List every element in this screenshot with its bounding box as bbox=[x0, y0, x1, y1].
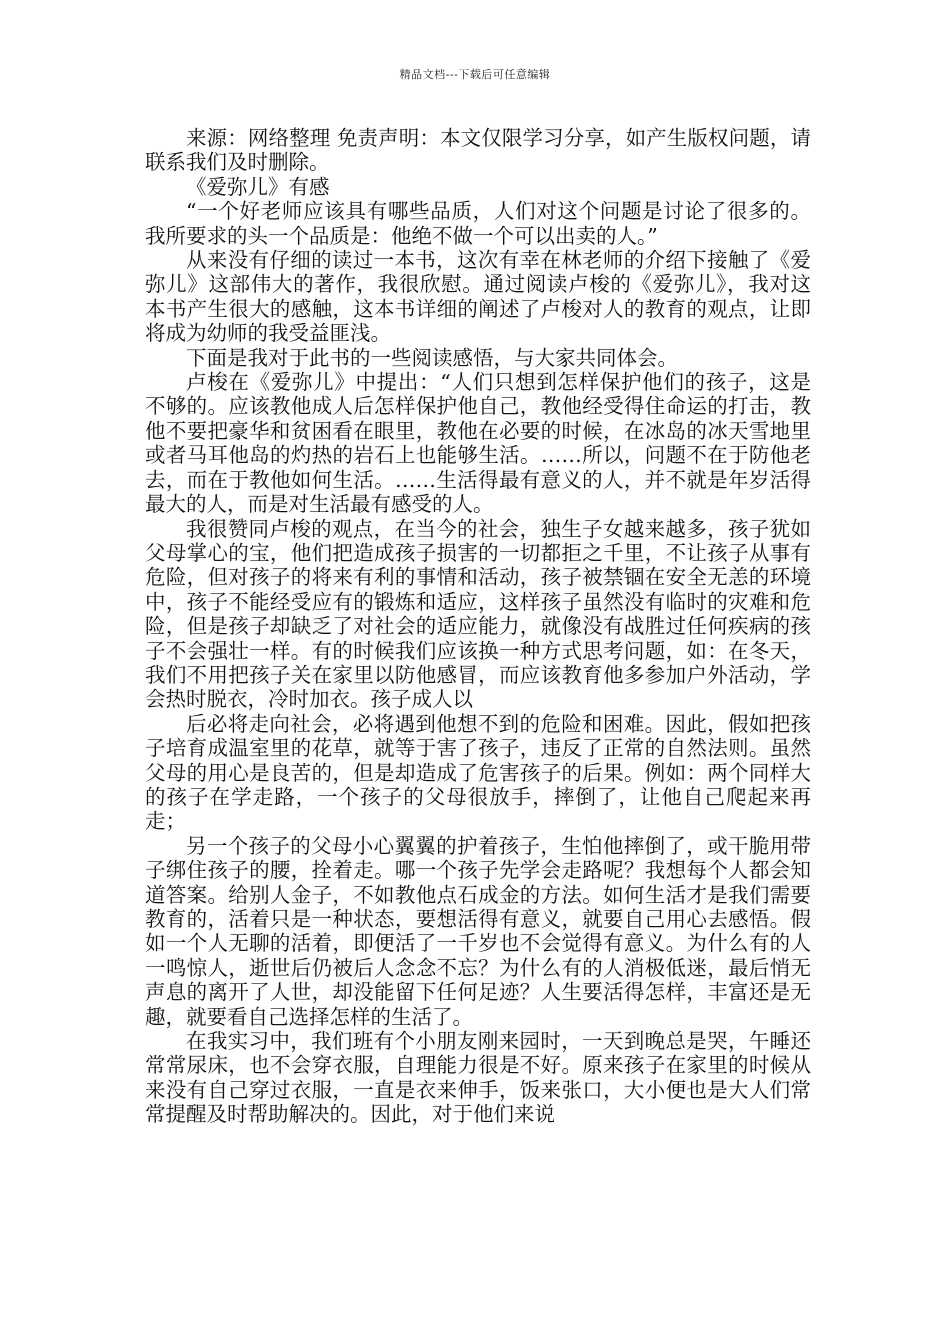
quote-paragraph: “一个好老师应该具有哪些品质，人们对这个问题是讨论了很多的。我所要求的头一个品质是：他绝不做一个可以出卖的人。” bbox=[145, 199, 811, 248]
body-paragraph: 我很赞同卢梭的观点，在当今的社会，独生子女越来越多，孩子犹如父母掌心的宝，他们把造成孩子损害的一切都拒之千里，不让孩子从事有危险，但对孩子的将来有利的事情和活动，孩子被禁锢在安全无恙的环境中，孩子不能经受应有的锻炼和适应，这样孩子虽然没有临时的灾难和危险，但是孩子却缺乏了对社会的适应能力，就像没有战胜过任何疾病的孩子不会强壮一样。有的时候我们应该换一种方式思考问题，如：在冬天，我们不用把孩子关在家里以防他感冒，而应该教育他多参加户外活动，学会热时脱衣，冷时加衣。孩子成人以 bbox=[145, 516, 811, 712]
page-header: 精品文档---下载后可任意编辑 bbox=[399, 68, 551, 81]
body-paragraph: 从来没有仔细的读过一本书，这次有幸在林老师的介绍下接触了《爱弥儿》这部伟大的著作，我很欣慰。通过阅读卢梭的《爱弥儿》，我对这本书产生很大的感触，这本书详细的阐述了卢梭对人的教育的观点，让即将成为幼师的我受益匪浅。 bbox=[145, 248, 811, 346]
disclaimer-paragraph: 来源：网络整理 免责声明：本文仅限学习分享，如产生版权问题，请联系我们及时删除。 bbox=[145, 126, 811, 175]
body-paragraph: 下面是我对于此书的一些阅读感悟，与大家共同体会。 bbox=[186, 345, 678, 370]
body-paragraph: 在我实习中，我们班有个小朋友刚来园时，一天到晚总是哭，午睡还常常尿床，也不会穿衣服，自理能力很是不好。原来孩子在家里的时候从来没有自己穿过衣服，一直是衣来伸手，饭来张口，大小便也是大人们常常提醒及时帮助解决的。因此，对于他们来说 bbox=[145, 1029, 811, 1127]
article-title: 《爱弥儿》有感 bbox=[186, 174, 330, 199]
body-paragraph: 卢梭在《爱弥儿》中提出：“人们只想到怎样保护他们的孩子，这是不够的。应该教他成人后怎样保护他自己，教他经受得住命运的打击，教他不要把豪华和贫困看在眼里，教他在必要的时候，在冰岛的冰天雪地里或者马耳他岛的灼热的岩石上也能够生活。……所以，问题不在于防他老去，而在于教他如何生活。……生活得最有意义的人，并不就是年岁活得最大的人，而是对生活最有感受的人。 bbox=[145, 370, 811, 517]
body-paragraph: 后必将走向社会，必将遇到他想不到的危险和困难。因此，假如把孩子培育成温室里的花草，就等于害了孩子，违反了正常的自然法则。虽然父母的用心是良苦的，但是却造成了危害孩子的后果。例如：两个同样大的孩子在学走路，一个孩子的父母很放手，摔倒了，让他自己爬起来再走； bbox=[145, 711, 811, 834]
document-body bbox=[145, 126, 811, 1127]
body-paragraph: 另一个孩子的父母小心翼翼的护着孩子，生怕他摔倒了，或干脆用带子绑住孩子的腰，拴着走。哪一个孩子先学会走路呢？我想每个人都会知道答案。给别人金子，不如教他点石成金的方法。如何生活才是我们需要教育的，活着只是一种状态，要想活得有意义，就要自己用心去感悟。假如一个人无聊的活着，即便活了一千岁也不会觉得有意义。为什么有的人一鸣惊人，逝世后仍被后人念念不忘？为什么有的人消极低迷，最后悄无声息的离开了人世，却没能留下任何足迹？人生要活得怎样，丰富还是无趣，就要看自己选择怎样的生活了。 bbox=[145, 833, 811, 1029]
